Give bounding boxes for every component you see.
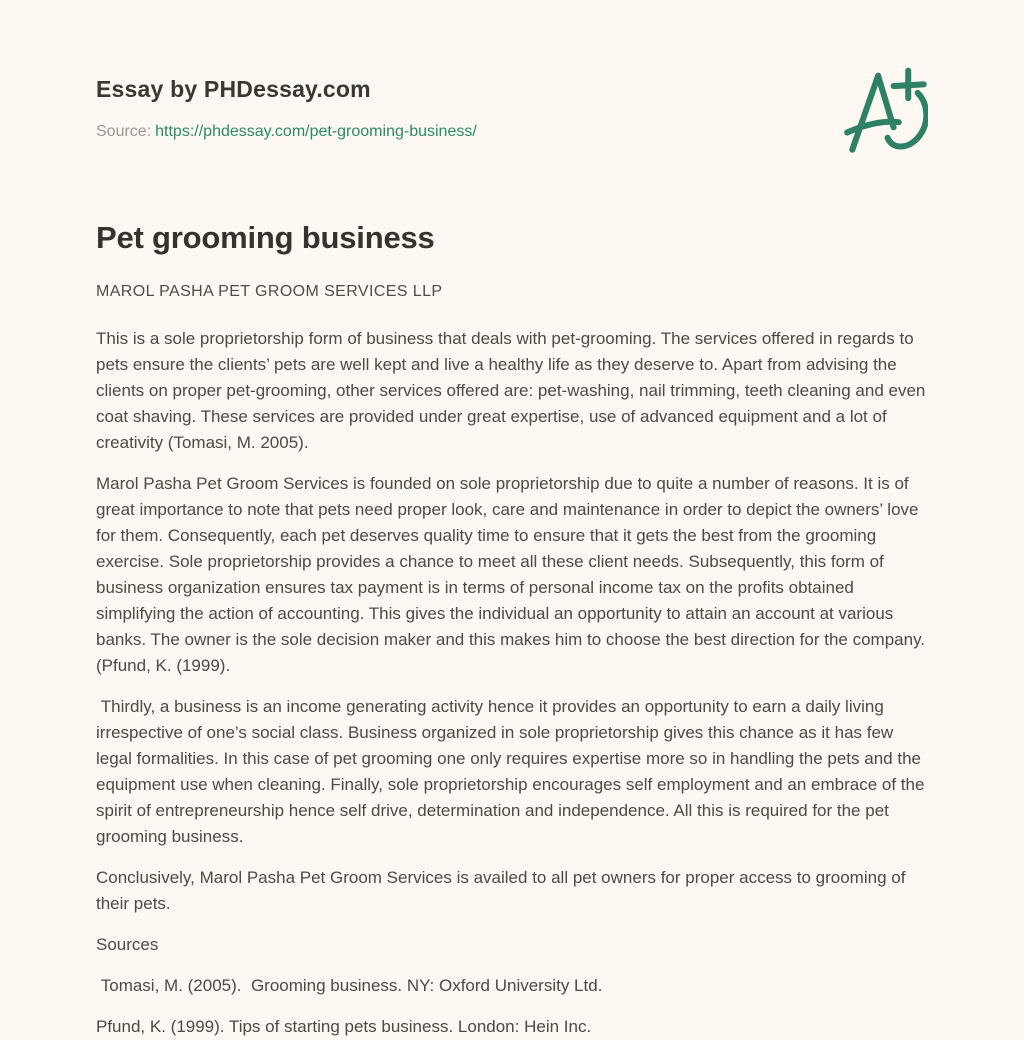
essay-paragraph: Conclusively, Marol Pasha Pet Groom Services is availed to all pet owners for proper access to grooming of their pets. [96,868,911,913]
a-plus-logo-icon [842,60,928,162]
essay-body [96,326,931,1040]
brand-block [96,62,477,141]
reference-item: Pfund, K. (1999). Tips of starting pets business. London: Hein Inc. [96,1017,592,1036]
logo-a-left-stroke [852,76,878,150]
essay-paragraph: Thirdly, a business is an income generating activity hence it provides an opportunity to earn a daily living irrespective of one’s social class. Business organized in sole proprietorship gives this chance as it has few legal formalities. In this case of pet grooming one only requires expertise more so in handling the pets and the equipment use when cleaning. Finally, sole proprietorship encourages self employment and an embrace of the spirit of entrepreneurship hence self drive, determination and independence. All this is required for the pet grooming business. [96,697,930,846]
brand-title: Essay by PHDessay.com [96,76,371,102]
page-header [96,62,928,162]
page-title: Pet grooming business [96,220,435,255]
source-link[interactable]: https://phdessay.com/pet-grooming-business/ [155,123,477,140]
source-label: Source: [96,123,152,140]
reference-item: Tomasi, M. (2005). Grooming business. NY: Oxford University Ltd. [96,976,603,995]
logo-plus-horizontal-stroke [894,84,924,86]
source-line [96,123,477,141]
essay-subtitle: MAROL PASHA PET GROOM SERVICES LLP [96,283,443,300]
essay-paragraph: Marol Pasha Pet Groom Services is founded on sole proprietorship due to quite a number of reasons. It is of great importance to note that pets need proper look, care and maintenance in order to depict the owners’ love for them. Consequently, each pet deserves quality time to ensure that it gets the best from the grooming exercise. Sole proprietorship provides a chance to meet all these client needs. Subsequently, this form of business organization ensures tax payment is in terms of personal income tax on the profits obtained simplifying the action of accounting. This gives the individual an opportunity to attain an account at various banks. The owner is the sole decision maker and this makes him to choose the best direction for the company. (Pfund, K. (1999). [96,474,930,675]
sources-heading: Sources [96,935,159,954]
essay-paragraph: This is a sole proprietorship form of business that deals with pet-grooming. The services offered in regards to pets ensure the clients’ pets are well kept and live a healthy life as they deserve to. Apart from advising the clients on proper pet-grooming, other services offered are: pet-washing, nail trimming, teeth cleaning and even coat shaving. These services are provided under great expertise, use of advanced equipment and a lot of creativity (Tomasi, M. 2005). [96,329,931,452]
